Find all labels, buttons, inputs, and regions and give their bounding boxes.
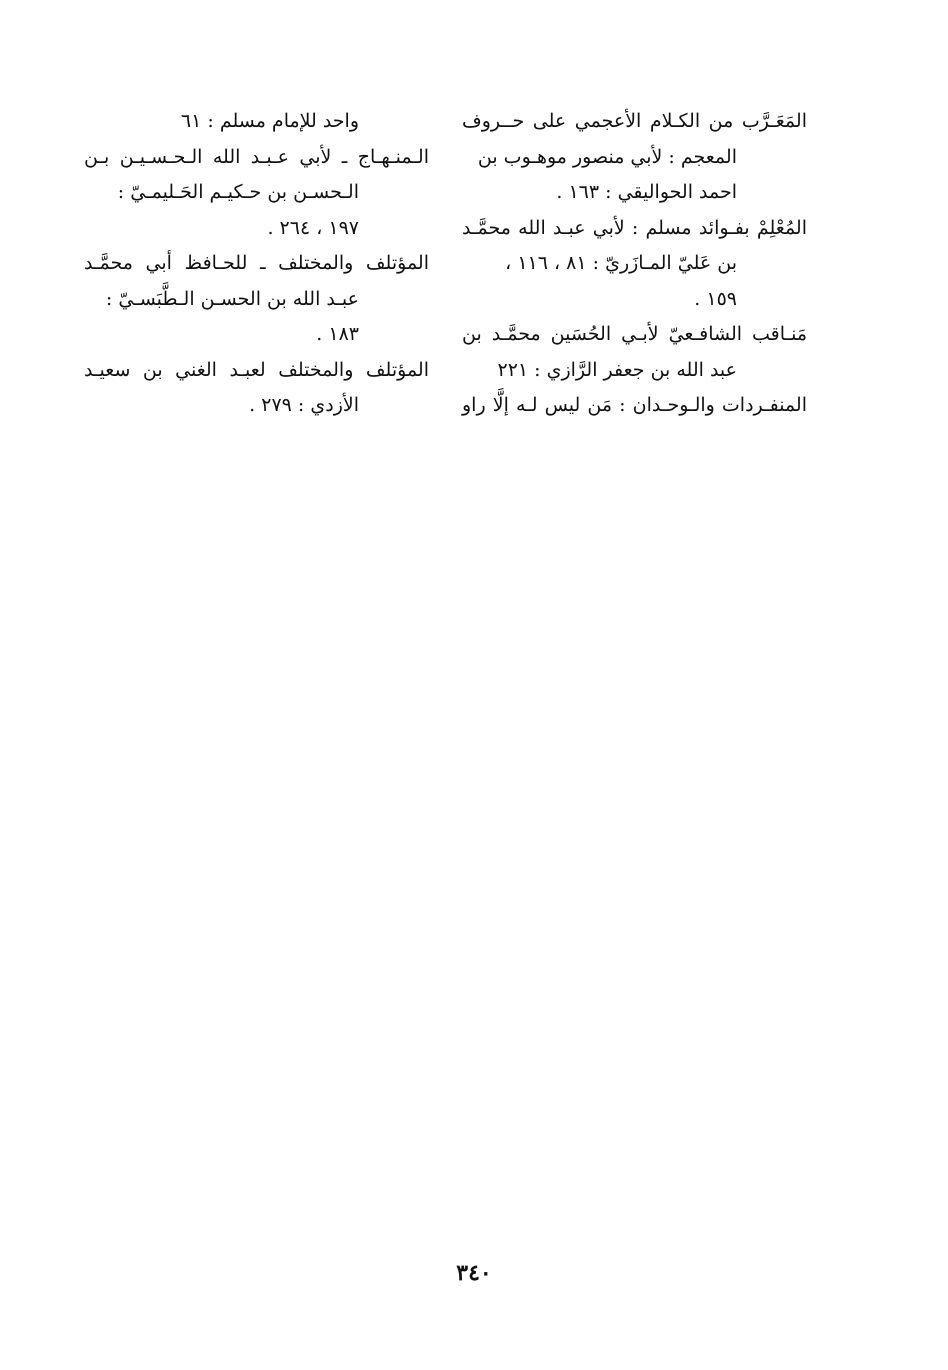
index-entry-line: ١٥٩ .	[694, 287, 737, 310]
index-entry-line: الـمنـهـاج ـ لأبي عـبـد الله الـحـسـيـن بـن	[84, 145, 429, 168]
index-entry-line: بن عَليّ المـازَريّ : ٨١ ، ١١٦ ،	[505, 252, 737, 274]
index-entry-line: احمد الحواليقي : ١٦٣ .	[556, 181, 737, 203]
index-entry-line: المؤتلف والمختلف ـ للحـافظ أبي محمَّـد	[84, 252, 429, 274]
index-entry-line: المؤتلف والمختلف لعبـد الغني بن سعيـد	[84, 358, 429, 381]
index-column-left	[84, 104, 429, 424]
index-entry-line: المَعَـرَّب من الكـلام الأعجمي على حــروف	[462, 110, 807, 132]
index-entry-line: واحد للإمام مسلم : ٦١	[180, 110, 359, 132]
index-entry-line: المعجم : لأبي منصور موهـوب بن	[477, 145, 737, 168]
index-entry-line: الأزدي : ٢٧٩ .	[249, 394, 359, 416]
index-entry-line: المنفـردات والـوحـدان : مَن ليس لـه إلَّا راو	[462, 394, 807, 416]
page-number: ٣٤٠	[456, 1260, 492, 1286]
index-entry-line: المُعْلِمْ بفـوائد مسلم : لأبي عبـد الله محمَّـد	[462, 216, 807, 239]
index-entry-line: عبـد الله بن الحسـن الـطَّبَسـيّ :	[105, 287, 359, 310]
index-entry-line: عبد الله بن جعفر الرَّازي : ٢٢١	[497, 358, 737, 381]
index-entry-line: ١٨٣ .	[316, 323, 359, 345]
index-entry-line: مَنـاقب الشافـعيّ لأبـي الحُسَين محمَّـد بن	[462, 323, 807, 345]
index-entry-line: ١٩٧ ، ٢٦٤ .	[267, 216, 359, 239]
index-column-right	[462, 104, 807, 424]
index-entry-line: الـحسـن بن حـكيـم الحَـليمـيّ :	[117, 181, 359, 203]
